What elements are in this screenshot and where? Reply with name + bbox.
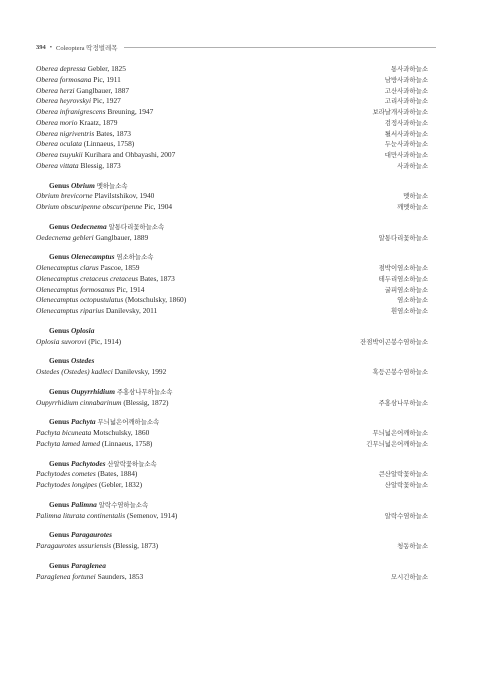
korean-name: 염소하늘소	[397, 296, 428, 305]
genus-name: Paraglenea	[71, 560, 106, 570]
genus-heading	[36, 561, 428, 572]
author-citation: Blessig, 1873	[80, 160, 121, 170]
scientific-name: Oedecnema gebleri	[36, 232, 94, 242]
genus-name: Pachytodes	[71, 458, 106, 468]
korean-name: 대만사과하늘소	[384, 151, 428, 159]
scientific-name: Oberea nigriventris	[36, 128, 95, 138]
species-row	[36, 398, 428, 409]
species-row	[36, 96, 428, 107]
genus-heading	[36, 356, 428, 367]
species-entry	[36, 274, 175, 285]
author-citation: Gebler, 1825	[87, 64, 126, 73]
author-citation: Pic, 1914	[116, 284, 145, 294]
genus-heading	[36, 500, 428, 511]
author-citation: Bates, 1873	[96, 128, 131, 138]
genus-heading	[36, 181, 428, 192]
korean-name: 잔점박이곤봉수염하늘소	[360, 337, 428, 346]
genus-korean-name: 알통다리꽃하늘소속	[108, 222, 165, 231]
author-citation: (Gebler, 1832)	[98, 480, 143, 489]
genus-heading	[36, 252, 428, 263]
genus-label: Genus	[49, 180, 70, 190]
species-row	[36, 541, 428, 552]
author-citation: Plavilstshikov, 1940	[94, 191, 155, 201]
author-citation: (Semenov, 1914)	[126, 510, 178, 520]
scientific-name: Paragaurotes ussuriensis	[36, 541, 112, 550]
species-row	[36, 480, 428, 491]
genus-label: Genus	[49, 252, 70, 262]
korean-name: 산알락꽃하늘소	[384, 481, 428, 489]
species-entry	[36, 86, 129, 97]
genus-name: Oupyrrhidium	[71, 386, 115, 396]
species-entry	[36, 439, 152, 450]
species-row	[36, 439, 428, 450]
species-entry	[36, 161, 121, 172]
scientific-name: Pachyta lamed lamed	[36, 438, 101, 448]
korean-name: 고산사과하늘소	[384, 86, 428, 95]
species-entry	[36, 139, 134, 150]
species-entry	[36, 572, 143, 583]
genus-label: Genus	[49, 386, 70, 396]
scientific-name: Oberea herzi	[36, 85, 75, 95]
species-row	[36, 233, 428, 244]
species-entry	[36, 398, 169, 409]
genus-name: Oedecnema	[71, 221, 107, 231]
scientific-name: Pachyta bicuneata	[36, 428, 92, 437]
author-citation: Danilevsky, 2011	[105, 306, 158, 315]
genus-label: Genus	[49, 221, 70, 231]
species-entry	[36, 191, 154, 202]
author-citation: (Linnaeus, 1758)	[83, 139, 135, 149]
scientific-name: Olenecamptus octopustulatus	[36, 295, 124, 305]
korean-name: 보라날개사과하늘소	[372, 108, 428, 116]
author-citation: Pascoe, 1859	[100, 263, 140, 272]
author-citation: Ganglbauer, 1889	[95, 232, 149, 242]
scientific-name: Palimna liturata continentalis	[36, 510, 126, 520]
species-entry	[36, 75, 121, 86]
korean-name: 알통다리꽃하늘소	[378, 233, 428, 242]
scientific-name: Ostedes (Ostedes) kadleci	[36, 367, 113, 376]
genus-label: Genus	[49, 530, 70, 540]
species-entry	[36, 64, 126, 75]
species-entry	[36, 295, 186, 306]
korean-name: 모시긴하늘소	[390, 572, 428, 581]
species-entry	[36, 428, 149, 439]
species-entry	[36, 107, 153, 118]
species-entry	[36, 480, 142, 491]
species-row	[36, 295, 428, 306]
scientific-name: Obrium brevicorne	[36, 191, 93, 201]
korean-name: 남방사과하늘소	[384, 75, 428, 84]
species-row	[36, 118, 428, 129]
genus-name: Oplosia	[71, 325, 95, 335]
species-entry	[36, 129, 131, 140]
genus-name: Olenecamptus	[71, 252, 115, 262]
species-row	[36, 75, 428, 86]
author-citation: Motschulsky, 1860	[93, 428, 150, 437]
author-citation: (Linnaeus, 1758)	[101, 438, 153, 448]
genus-name: Paragaurotes	[71, 530, 113, 540]
author-citation: (Motschulsky, 1860)	[125, 295, 187, 305]
genus-korean-name: 염소하늘소속	[116, 253, 154, 262]
genus-label: Genus	[49, 325, 70, 335]
genus-label: Genus	[49, 499, 70, 509]
species-row	[36, 367, 428, 378]
genus-korean-name: 산알락꽃하늘소속	[107, 459, 157, 468]
author-citation: Breuning, 1947	[107, 107, 154, 116]
korean-name: 고리사과하늘소	[384, 97, 428, 106]
species-row	[36, 64, 428, 75]
korean-name: 두눈사과하늘소	[384, 140, 428, 149]
species-entry	[36, 511, 177, 522]
author-citation: Bates, 1873	[139, 273, 175, 283]
scientific-name: Oberea infranigrescens	[36, 107, 106, 116]
species-list	[36, 64, 428, 582]
korean-name: 통사과하늘소	[390, 65, 428, 73]
genus-heading	[36, 326, 428, 337]
page-number: 394	[36, 43, 46, 51]
running-header	[36, 42, 436, 52]
scientific-name: Oberea formosana	[36, 74, 92, 84]
species-entry	[36, 263, 139, 274]
korean-name: 될서사과하늘소	[384, 129, 428, 138]
species-entry	[36, 306, 157, 317]
species-row	[36, 511, 428, 522]
scientific-name: Oplosia suvorovi	[36, 336, 87, 346]
species-row	[36, 107, 428, 118]
author-citation: Danilevsky, 1992	[114, 367, 167, 376]
species-entry	[36, 469, 137, 480]
species-entry	[36, 96, 121, 107]
genus-name: Ostedes	[71, 356, 95, 366]
scientific-name: Olenecamptus clarus	[36, 263, 99, 272]
author-citation: Pic, 1927	[92, 96, 121, 106]
species-entry	[36, 285, 144, 296]
species-entry	[36, 337, 121, 348]
genus-heading	[36, 222, 428, 233]
species-row	[36, 274, 428, 285]
scientific-name: Oberea tsuyukii	[36, 150, 83, 159]
genus-name: Palimna	[71, 499, 97, 509]
scientific-name: Olenecamptus cretaceus cretaceus	[36, 273, 139, 283]
korean-name: 테두리염소하늘소	[378, 274, 428, 283]
scientific-name: Oberea morio	[36, 117, 78, 127]
korean-name: 검정사과하늘소	[384, 118, 428, 127]
genus-heading	[36, 530, 428, 541]
genus-heading	[36, 459, 428, 470]
author-citation: Kraatz, 1879	[79, 117, 118, 127]
author-citation: Ganglbauer, 1887	[76, 85, 130, 95]
scientific-name: Oberea oculata	[36, 139, 82, 149]
genus-label: Genus	[49, 356, 70, 366]
genus-label: Genus	[49, 417, 70, 427]
species-row	[36, 139, 428, 150]
genus-name: Obrium	[71, 180, 95, 190]
header-separator: •	[49, 43, 53, 51]
species-row	[36, 469, 428, 480]
scientific-name: Oberea depressa	[36, 64, 86, 73]
species-row	[36, 306, 428, 317]
scientific-name: Oberea vittata	[36, 160, 79, 170]
korean-name: 깨멧하늘소	[397, 203, 428, 211]
korean-name: 굴피염소하늘소	[384, 285, 428, 294]
species-row	[36, 150, 428, 161]
species-row	[36, 337, 428, 348]
genus-heading	[36, 387, 428, 398]
author-citation: (Blessig, 1873)	[112, 541, 159, 550]
scientific-name: Obrium obscuripenne obscuripenne	[36, 202, 143, 211]
species-row	[36, 428, 428, 439]
author-citation: Kurihara and Ohbayashi, 2007	[84, 150, 176, 159]
genus-korean-name: 무늬넓은어깨하늘소속	[97, 418, 160, 427]
genus-korean-name: 멧하늘소속	[96, 181, 128, 190]
genus-label: Genus	[49, 458, 70, 468]
korean-name: 흰염소하늘소	[390, 307, 428, 315]
korean-name: 알락수염하늘소	[384, 511, 428, 520]
species-row	[36, 572, 428, 583]
species-entry	[36, 541, 158, 552]
header-rule	[124, 47, 436, 48]
korean-name: 큰산알락꽃하늘소	[378, 470, 428, 479]
genus-label: Genus	[49, 560, 70, 570]
korean-name: 혹등곤봉수염하늘소	[372, 368, 428, 376]
species-row	[36, 161, 428, 172]
korean-name: 사과하늘소	[397, 161, 428, 170]
species-row	[36, 86, 428, 97]
scientific-name: Paraglenea fortunei	[36, 571, 96, 581]
species-entry	[36, 150, 175, 161]
korean-name: 긴무늬넓은어깨하늘소	[366, 439, 428, 448]
korean-name: 청동하늘소	[397, 542, 428, 550]
scientific-name: Olenecamptus formosanus	[36, 284, 115, 294]
korean-name: 무늬넓은어깨하늘소	[372, 429, 428, 437]
author-citation: (Blessig, 1872)	[123, 397, 169, 407]
author-citation: Pic, 1911	[93, 74, 121, 84]
species-row	[36, 191, 428, 202]
header-title: Coleoptera 딱정벌레목	[56, 44, 118, 52]
author-citation: (Pic, 1914)	[88, 336, 122, 346]
species-entry	[36, 233, 148, 244]
author-citation: Pic, 1904	[144, 202, 173, 211]
species-row	[36, 202, 428, 213]
genus-korean-name: 알락수염하늘소속	[98, 500, 149, 509]
scientific-name: Oberea heyrovskyi	[36, 96, 92, 106]
species-row	[36, 263, 428, 274]
korean-name: 점박이염소하늘소	[378, 264, 428, 272]
genus-korean-name: 주홍삼나무하늘소속	[116, 387, 173, 396]
korean-name: 주홍삼나무하늘소	[378, 398, 428, 407]
species-row	[36, 129, 428, 140]
scientific-name: Pachytodes longipes	[36, 480, 97, 489]
scientific-name: Pachytodes cometes	[36, 469, 96, 479]
genus-name: Pachyta	[71, 417, 96, 427]
korean-name: 멧하늘소	[403, 192, 428, 201]
author-citation: Saunders, 1853	[97, 571, 144, 581]
author-citation: (Bates, 1884)	[97, 469, 138, 479]
species-row	[36, 285, 428, 296]
species-entry	[36, 118, 117, 129]
genus-heading	[36, 417, 428, 428]
species-entry	[36, 202, 172, 213]
scientific-name: Olenecamptus riparius	[36, 306, 104, 315]
scientific-name: Oupyrrhidium cinnabarinum	[36, 397, 122, 407]
species-entry	[36, 367, 166, 378]
